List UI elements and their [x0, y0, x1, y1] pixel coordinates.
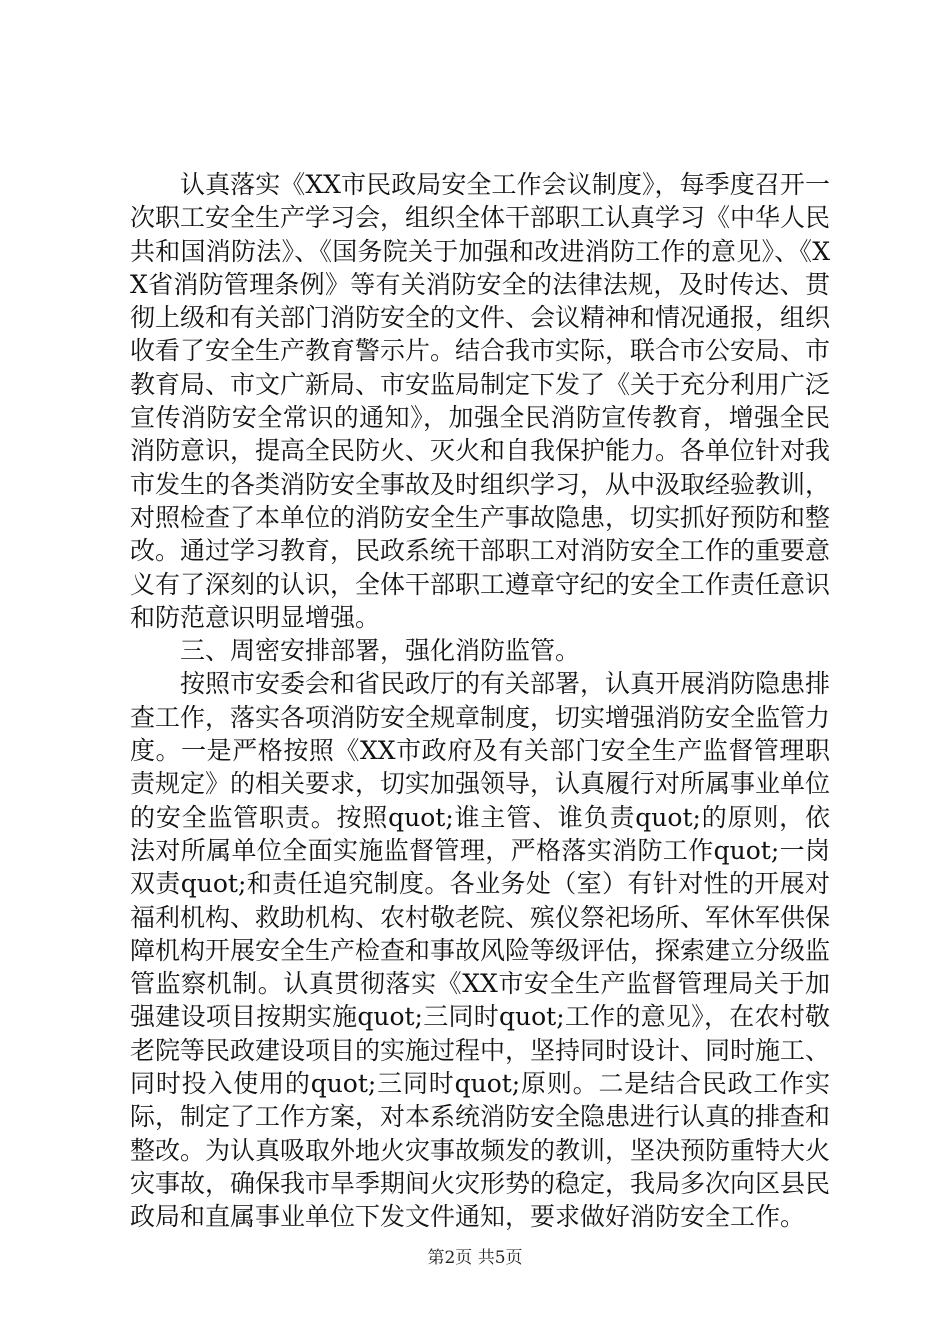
page-number: 第2页 共5页 — [427, 1248, 523, 1268]
paragraph-study: 认真落实《XX市民政局安全工作会议制度》，每季度召开一次职工安全生产学习会，组织全体干部职工认真学习《中华人民共和国消防法》、《国务院关于加强和改进消防工作的意见》、《XX省消防管理条例》等有关消防安全的法律法规，及时传达、贯彻上级和有关部门消防安全的文件、会议精神和情况通报，组织收看了安全生产教育警示片。结合我市实际，联合市公安局、市教育局、市文广新局、市安监局制定下发了《关于充分利用广泛宣传消防安全常识的通知》，加强全民消防宣传教育，增强全民消防意识，提高全民防火、灭火和自我保护能力。各单位针对我市发生的各类消防安全事故及时组织学习，从中汲取经验教训，对照检查了本单位的消防安全生产事故隐患，切实抓好预防和整改。通过学习教育，民政系统干部职工对消防安全工作的重要意义有了深刻的认识，全体干部职工遵章守纪的安全工作责任意识和防范意识明显增强。 — [130, 170, 831, 632]
document-body — [130, 168, 830, 1234]
section-heading: 三、周密安排部署，强化消防监管。 — [180, 636, 581, 666]
paragraph-supervision: 按照市安委会和省民政厅的有关部署，认真开展消防隐患排查工作，落实各项消防安全规章制度，切实增强消防安全监管力度。一是严格按照《XX市政府及有关部门安全生产监督管理职责规定》的相关要求，切实加强领导，认真履行对所属事业单位的安全监管职责。按照quot;谁主管、谁负责quot;的原则，依法对所属单位全面实施监督管理，严格落实消防工作quot;一岗双责quot;和责任追究制度。各业务处（室）有针对性的开展对福利机构、救助机构、农村敬老院、殡仪祭祀场所、军休军供保障机构开展安全生产检查和事故风险等级评估，探索建立分级监管监察机制。认真贯彻落实《XX市安全生产监督管理局关于加强建设项目按期实施quot;三同时quot;工作的意见》，在农村敬老院等民政建设项目的实施过程中，坚持同时设计、同时施工、同时投入使用的quot;三同时quot;原则。二是结合民政工作实际，制定了工作方案，对本系统消防安全隐患进行认真的排查和整改。为认真吸取外地火灾事故频发的教训，坚决预防重特大火灾事故，确保我市旱季期间火灾形势的稳定，我局多次向区县民政局和直属事业单位下发文件通知，要求做好消防安全工作。 — [130, 669, 831, 1232]
